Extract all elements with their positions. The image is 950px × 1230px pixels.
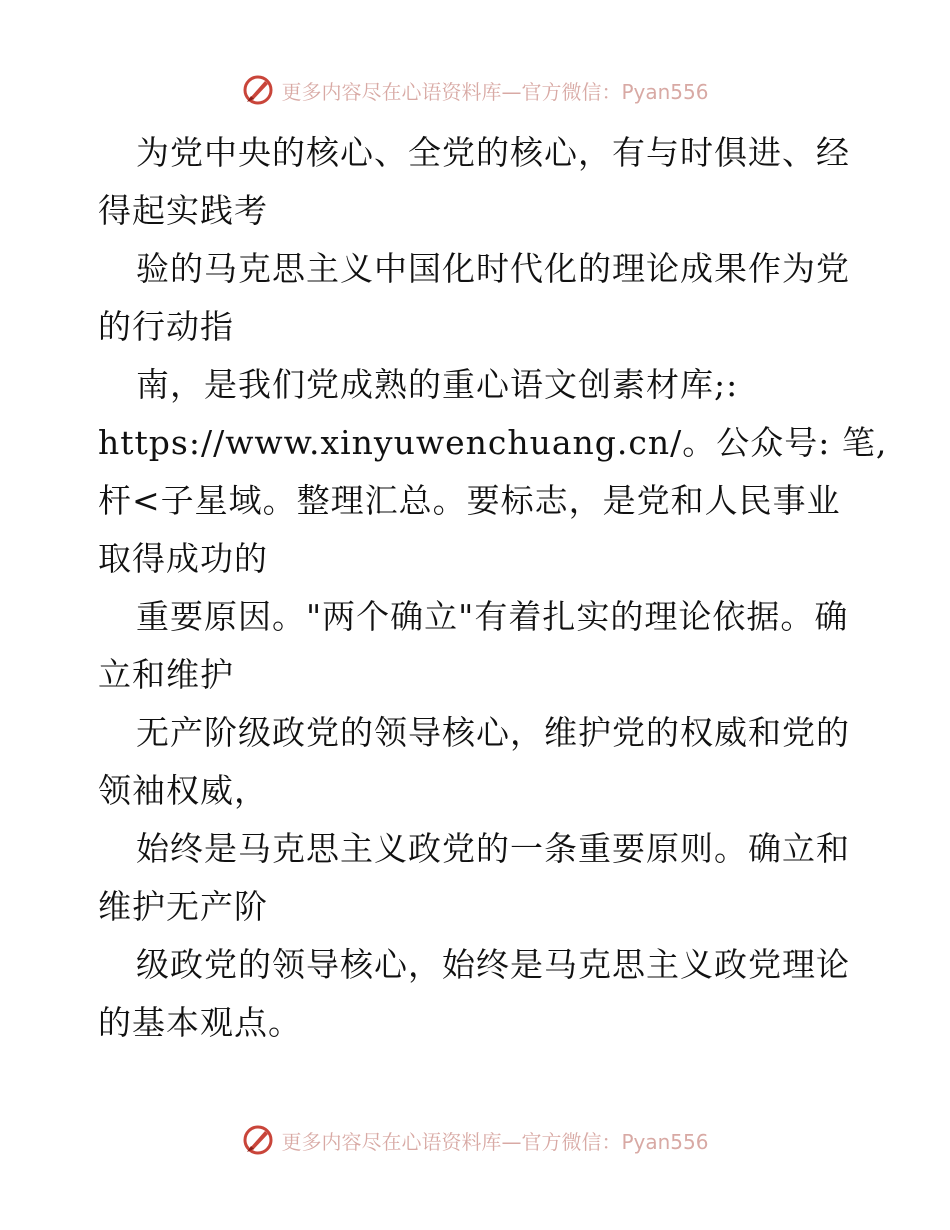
text-line: 重要原因。"两个确立"有着扎实的理论依据。确 <box>136 597 849 636</box>
text-line: 的行动指 <box>98 307 234 346</box>
footer-banner <box>0 1120 950 1160</box>
footer-banner-text: 更多内容尽在心语资料库—官方微信：Pyan556 <box>281 1129 709 1154</box>
text-line: 验的马克思主义中国化时代化的理论成果作为党 <box>136 249 850 288</box>
text-line: 立和维护 <box>98 655 234 694</box>
text-line: 杆<子星域。整理汇总。要标志，是党和人民事业 <box>98 481 841 520</box>
header-banner-text: 更多内容尽在心语资料库—官方微信：Pyan556 <box>281 79 709 104</box>
header-banner <box>0 70 950 110</box>
text-line: 南，是我们党成熟的重心语文创素材库;: <box>136 365 739 404</box>
text-line: 领袖权威， <box>98 771 268 810</box>
text-line: 无产阶级政党的领导核心，维护党的权威和党的 <box>136 713 850 752</box>
text-line: https://www.xinyuwenchuang.cn/。公众号: 笔, <box>98 423 888 462</box>
quill-pen-logo-icon <box>241 73 275 107</box>
text-line: 为党中央的核心、全党的核心，有与时俱进、经 <box>136 133 850 172</box>
text-line: 得起实践考 <box>98 191 268 230</box>
quill-pen-logo-icon <box>241 1123 275 1157</box>
text-line: 取得成功的 <box>98 539 268 578</box>
text-line: 维护无产阶 <box>98 887 268 926</box>
document-body <box>98 124 888 1052</box>
text-line: 的基本观点。 <box>98 1003 302 1042</box>
text-line: 级政党的领导核心，始终是马克思主义政党理论 <box>136 945 850 984</box>
text-line: 始终是马克思主义政党的一条重要原则。确立和 <box>136 829 850 868</box>
